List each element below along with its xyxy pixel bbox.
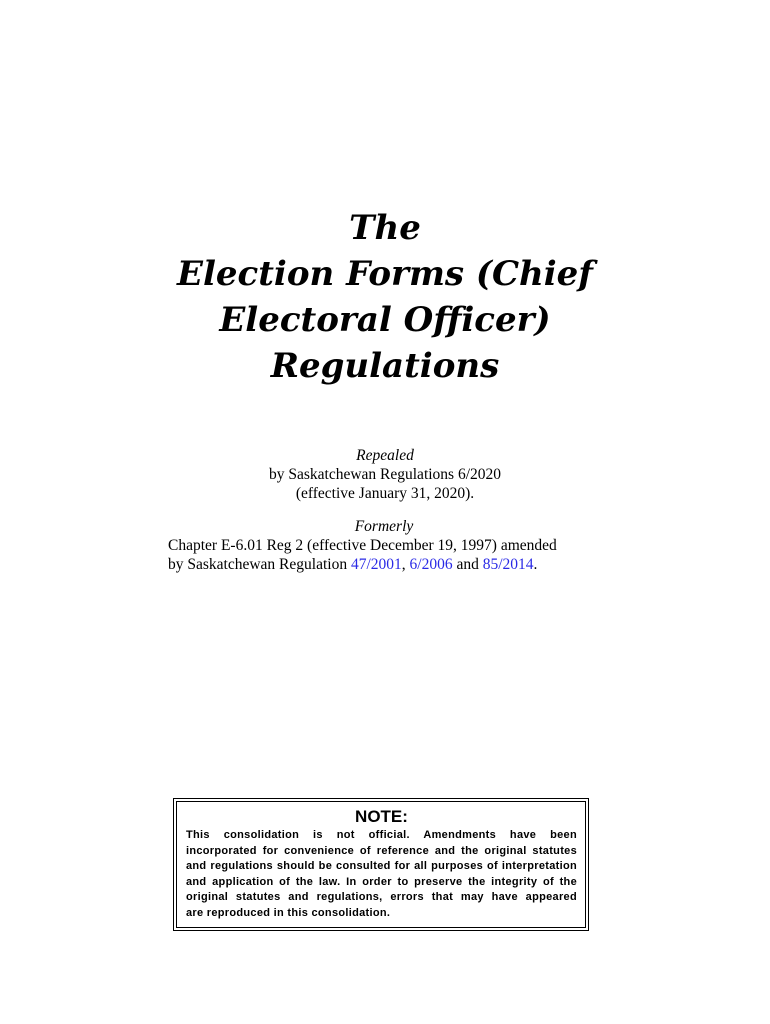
formerly-line-1: Chapter E-6.01 Reg 2 (effective December 19, 1997) amended [168,537,557,554]
formerly-line-2-prefix: by Saskatchewan Regulation [168,556,351,573]
note-body [186,828,577,921]
note-line-2: incorporated for convenience of reference and the original statutes [186,844,577,857]
note-line-5: original statutes and regulations, errors that may have appeared [186,891,577,903]
regulation-link-47-2001[interactable]: 47/2001 [350,556,402,573]
formerly-section [168,517,608,574]
note-line-6: are reproduced in this consolidation. [186,906,391,919]
formerly-line-2 [168,555,608,574]
separator-1: , [401,556,410,573]
note-line-3: and regulations should be consulted for all purposes of interpretation [186,860,577,872]
regulation-link-85-2014[interactable]: 85/2014 [482,556,534,573]
title-line-3: Electoral Officer) [219,300,551,340]
note-box [173,798,589,931]
repealed-label: Repealed [356,447,414,464]
separator-2: and [452,556,483,573]
repealed-section [0,446,770,503]
formerly-label: Formerly [354,518,414,535]
note-heading: NOTE: [355,807,408,826]
formerly-end: . [533,556,538,573]
title-line-2: Election Forms (Chief [177,254,593,294]
title-line-4: Regulations [270,346,500,386]
regulation-link-6-2006[interactable]: 6/2006 [409,556,453,573]
note-line-4: and application of the law. In order to preserve the integrity of the [186,875,577,888]
document-title [0,205,770,389]
title-line-1: The [349,208,421,248]
repealed-line-1: by Saskatchewan Regulations 6/2020 [268,466,502,483]
note-line-1: This consolidation is not official. Amendments have been [186,829,577,841]
note-box-inner [176,801,586,928]
repealed-line-2: (effective January 31, 2020). [295,485,475,502]
